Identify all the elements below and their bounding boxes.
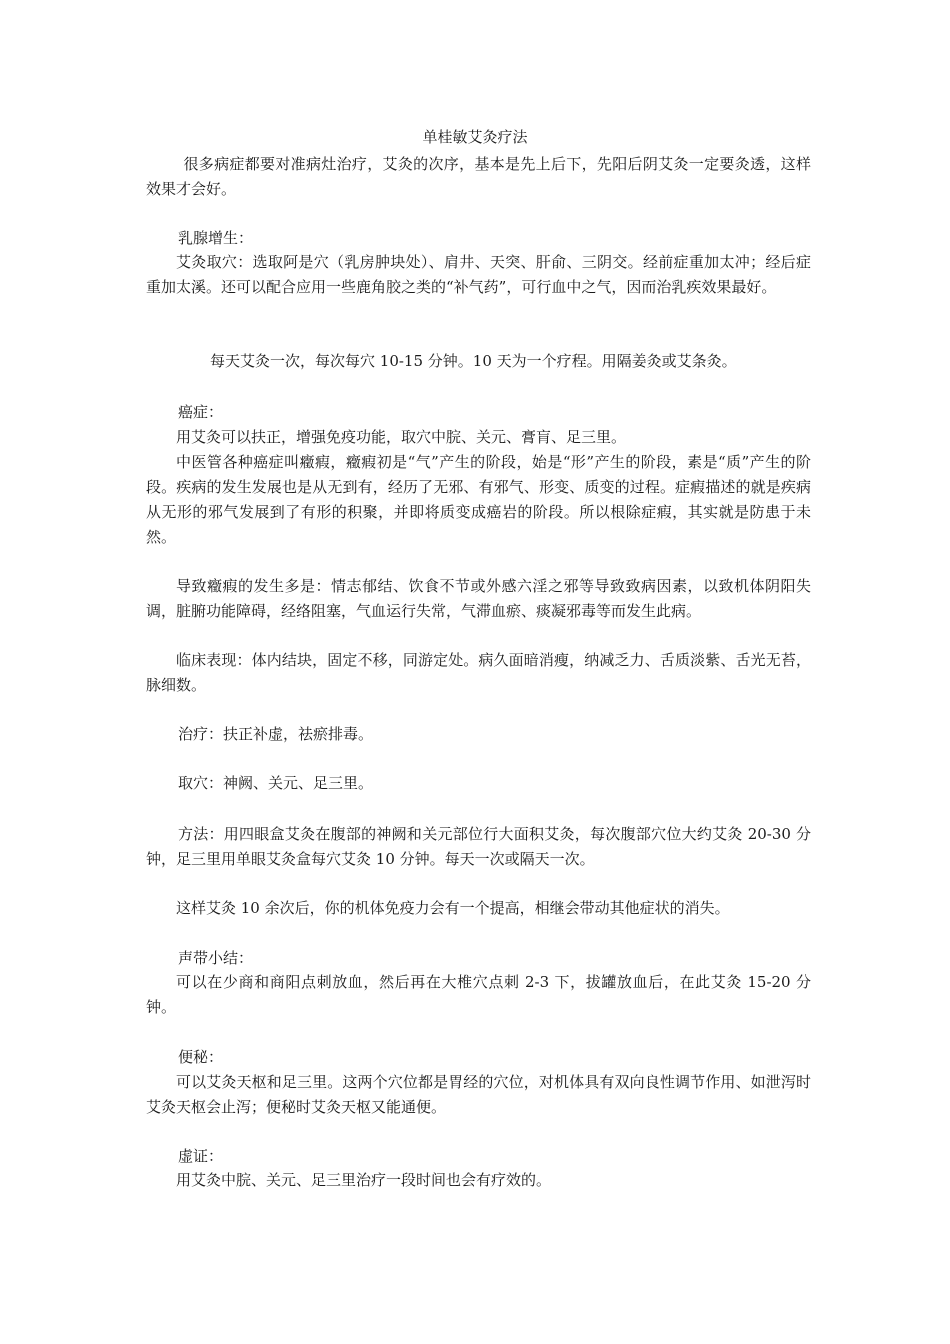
section-heading-cancer: 癌症： [178,403,224,421]
intro-paragraph: 很多病症都要对准病灶治疗，艾灸的次序，基本是先上后下，先阳后阴艾灸一定要灸透，这样效果才会好。 [146,155,811,198]
section-heading-breast: 乳腺增生： [178,229,254,247]
cancer-treatment: 治疗：扶正补虚，祛瘀排毒。 [178,725,374,743]
deficiency-paragraph-1: 用艾灸中脘、关元、足三里治疗一段时间也会有疗效的。 [176,1171,552,1189]
cancer-acupoints: 取穴：神阙、关元、足三里。 [178,774,374,792]
cancer-paragraph-3: 导致癥瘕的发生多是：情志郁结、饮食不节或外感六淫之邪等导致致病因素，以致机体阴阳失调，脏腑功能障碍，经络阻塞，气血运行失常，气滞血瘀、痰凝邪毒等而发生此病。 [146,577,811,620]
cancer-method: 方法：用四眼盒艾灸在腹部的神阙和关元部位行大面积艾灸，每次腹部穴位大约艾灸 20-30 分钟，足三里用单眼艾灸盒每穴艾灸 10 分钟。每天一次或隔天一次。 [146,825,811,868]
section-heading-vocal: 声带小结： [178,949,254,967]
cancer-paragraph-1: 用艾灸可以扶正，增强免疫功能，取穴中脘、关元、膏肓、足三里。 [176,428,627,446]
vocal-paragraph-1: 可以在少商和商阳点刺放血，然后再在大椎穴点刺 2-3 下，拔罐放血后，在此艾灸 15-20 分钟。 [146,973,811,1016]
document-title: 单桂敏艾灸疗法 [422,128,528,146]
section-heading-deficiency: 虚证： [178,1147,224,1165]
constipation-paragraph-1: 可以艾灸天枢和足三里。这两个穴位都是胃经的穴位，对机体具有双向良性调节作用、如泄泻时艾灸天枢会止泻；便秘时艾灸天枢又能通便。 [146,1073,811,1116]
breast-paragraph-1: 艾灸取穴：选取阿是穴（乳房肿块处）、肩井、天突、肝俞、三阴交。经前症重加太冲；经后症重加太溪。还可以配合应用一些鹿角胶之类的“补气药”，可行血中之气，因而治乳疾效果最好。 [146,253,811,296]
breast-paragraph-2: 每天艾灸一次，每次每穴 10-15 分钟。10 天为一个疗程。用隔姜灸或艾条灸。 [210,352,737,370]
cancer-paragraph-8: 这样艾灸 10 余次后，你的机体免疫力会有一个提高，相继会带动其他症状的消失。 [176,899,730,917]
section-heading-constipation: 便秘： [178,1048,224,1066]
cancer-paragraph-2: 中医管各种癌症叫癥瘕，癥瘕初是“气”产生的阶段，始是“形”产生的阶段，素是“质”产生的阶段。疾病的发生发展也是从无到有，经历了无邪、有邪气、形变、质变的过程。症瘕描述的就是疾病从无形的邪气发展到了有形的积聚，并即将质变成癌岩的阶段。所以根除症瘕，其实就是防患于未然。 [146,453,811,546]
cancer-paragraph-4: 临床表现：体内结块，固定不移，同游定处。病久面暗消瘦，纳减乏力、舌质淡紫、舌光无苔，脉细数。 [146,651,811,694]
